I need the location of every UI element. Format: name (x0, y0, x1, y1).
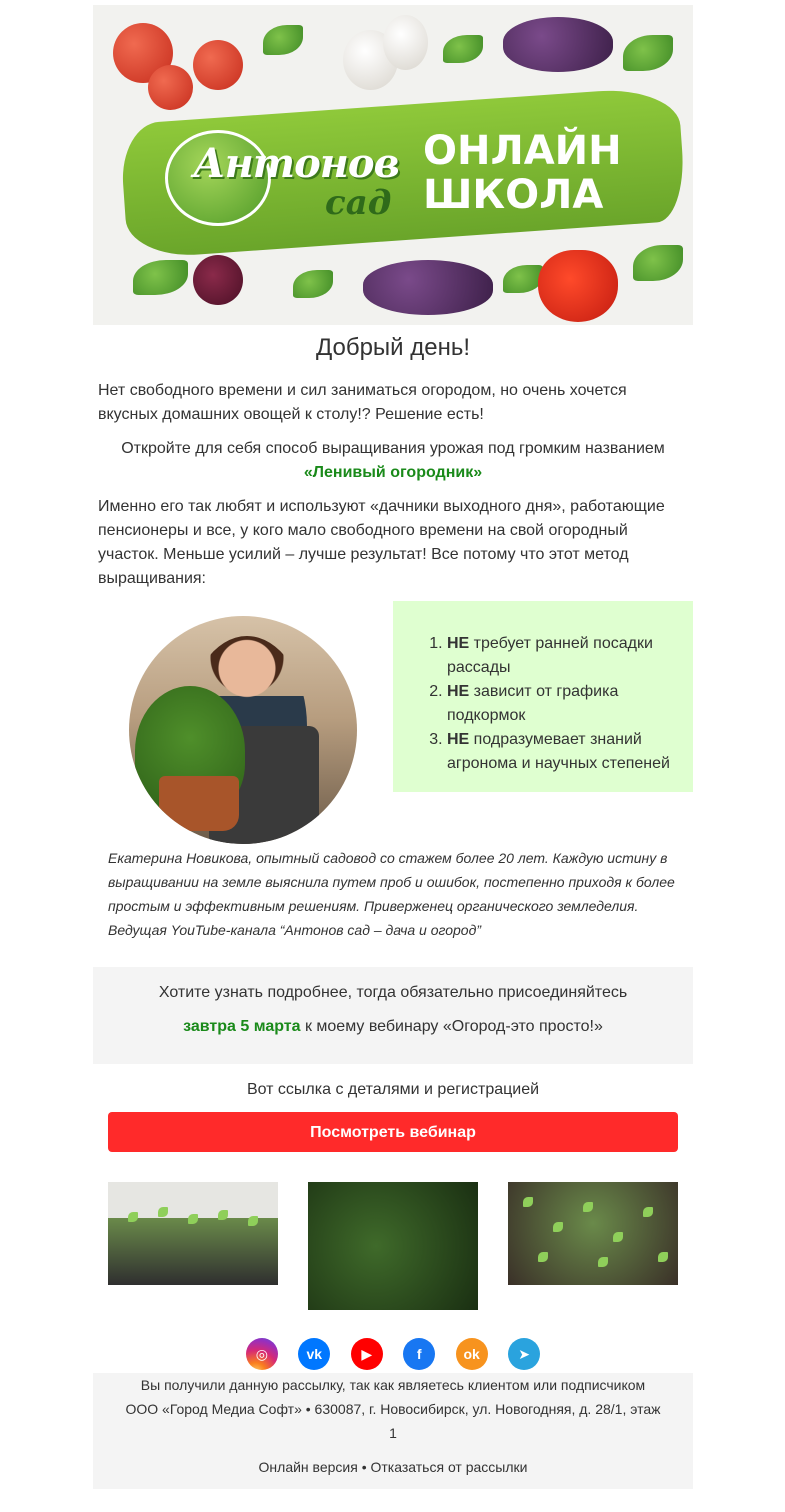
webinar-invite-box (93, 967, 693, 1064)
instagram-icon[interactable]: ◎ (246, 1338, 278, 1370)
odnoklassniki-icon[interactable]: ok (456, 1338, 488, 1370)
author-benefits-row (93, 601, 693, 846)
school-title (423, 129, 622, 217)
benefit-text: подразумевает знаний агронома и научных степеней (447, 731, 670, 772)
footer-notice: Вы получили данную рассылку, так как являетесь клиентом или подписчиком (140, 1377, 646, 1393)
logo-name: Антонов (193, 140, 399, 187)
header-banner (93, 5, 693, 325)
footer (93, 1373, 693, 1489)
benefit-strong: НЕ (447, 635, 470, 652)
benefit-text: зависит от графика подкормок (447, 683, 619, 724)
benefit-strong: НЕ (447, 731, 470, 748)
red-pepper-image (538, 250, 618, 322)
author-photo (129, 616, 357, 844)
tomato-image (193, 40, 243, 90)
discover-paragraph (98, 437, 688, 485)
email-container (93, 5, 693, 1489)
basil-leaf-image (133, 260, 188, 295)
seedlings-tray-image (108, 1182, 278, 1285)
invite-line2-text: к моему вебинару «Огород-это просто!» (300, 1018, 603, 1035)
unsubscribe-link[interactable]: Отказаться от рассылки (370, 1459, 528, 1475)
eggplant-image (363, 260, 493, 315)
facebook-icon[interactable]: f (403, 1338, 435, 1370)
footer-separator: • (357, 1459, 371, 1475)
benefit-text: требует ранней посадки рассады (447, 635, 653, 676)
tomato-image (148, 65, 193, 110)
discover-text: Откройте для себя способ выращивания урожая под громким названием (121, 440, 665, 457)
online-version-link[interactable]: Онлайн версия (258, 1459, 358, 1475)
school-title-line1: ОНЛАЙН (423, 128, 622, 174)
youtube-icon[interactable]: ▶ (351, 1338, 383, 1370)
seedling-gallery (93, 1182, 693, 1312)
basil-leaf-image (503, 265, 543, 293)
author-caption: Екатерина Новикова, опытный садовод со стажем более 20 лет. Каждую истину в выращивании на земле выяснила путем проб и ошибок, постепенно приходя к более простым и эффективным решениям. Приверженец органического земледелия. Ведущая YouTube-канала “Антонов сад – дача и огород” (108, 850, 675, 938)
benefits-box (393, 601, 693, 792)
seedlings-bed-image (508, 1182, 678, 1285)
flower-pot (159, 776, 239, 831)
eggplant-image (503, 17, 613, 72)
footer-company-address: ООО «Город Медиа Софт» • 630087, г. Новосибирск, ул. Новогодняя, д. 28/1, этаж 1 (125, 1401, 661, 1441)
method-name-highlight: «Ленивый огородник» (303, 464, 483, 481)
beet-image (193, 255, 243, 305)
benefit-strong: НЕ (447, 683, 470, 700)
basil-leaf-image (623, 35, 673, 71)
social-links (93, 1338, 693, 1370)
footer-links (123, 1455, 663, 1479)
method-paragraph: Именно его так любят и используют «дачники выходного дня», работающие пенсионеры и все, у кого мало свободного времени на свой огородный участок. Меньше усилий – лучше результат! Все потому что этот метод выращивания: (98, 498, 665, 587)
webinar-date: завтра 5 марта (183, 1018, 301, 1035)
basil-leaf-image (293, 270, 333, 298)
school-title-line2: ШКОЛА (423, 172, 604, 218)
benefits-list (393, 601, 693, 776)
invite-line2 (93, 1015, 693, 1039)
benefit-item (447, 680, 673, 728)
vk-icon[interactable]: vk (298, 1338, 330, 1370)
basil-leaf-image (633, 245, 683, 281)
logo-sub: сад (325, 183, 392, 223)
telegram-icon[interactable]: ➤ (508, 1338, 540, 1370)
garlic-image (383, 15, 428, 70)
invite-line1: Хотите узнать подробнее, тогда обязательно присоединяйтесь (158, 984, 628, 1001)
basil-leaf-image (263, 25, 303, 55)
registration-link-text: Вот ссылка с деталями и регистрацией (246, 1081, 540, 1098)
benefit-item (447, 728, 673, 776)
greeting-heading: Добрый день! (315, 334, 471, 361)
intro-paragraph: Нет свободного времени и сил заниматься огородом, но очень хочется вкусных домашних овощей к столу!? Решение есть! (98, 382, 627, 423)
pepper-leaves-image (308, 1182, 478, 1310)
benefit-item (447, 632, 673, 680)
view-webinar-button[interactable]: Посмотреть вебинар (108, 1112, 678, 1152)
basil-leaf-image (443, 35, 483, 63)
